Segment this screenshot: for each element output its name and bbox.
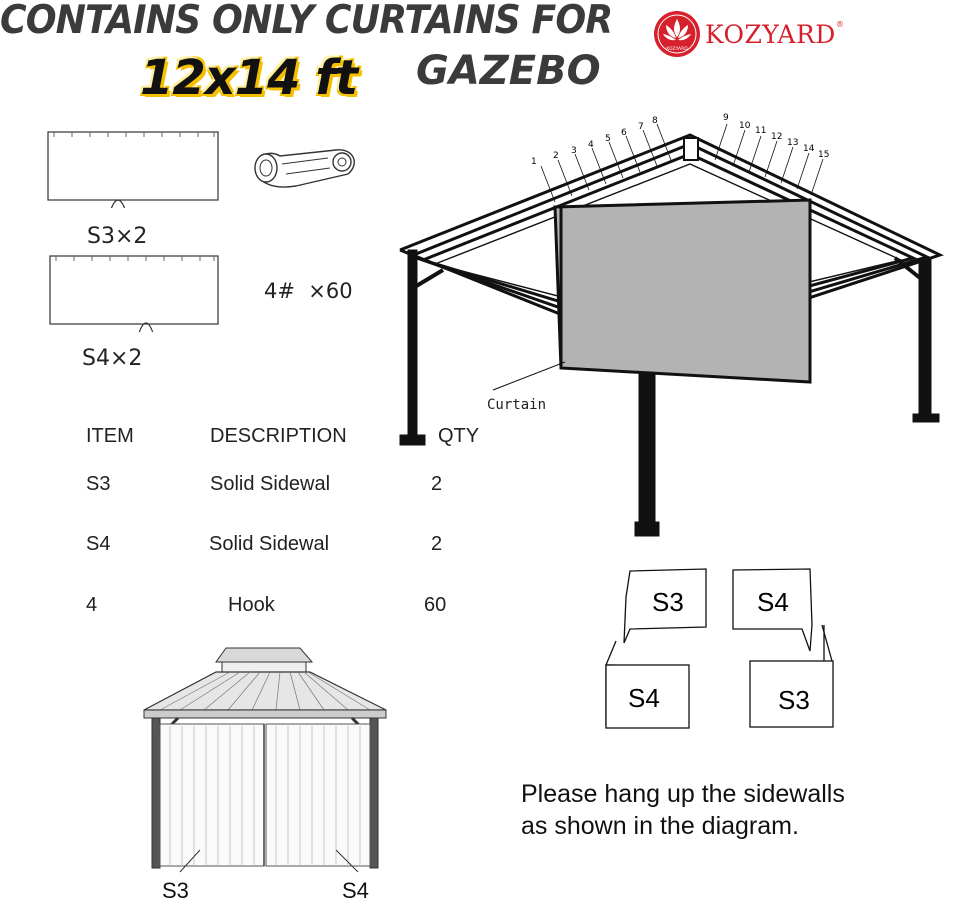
table-row-description: Solid Sidewal bbox=[209, 533, 330, 555]
table-header-description: DESCRIPTION bbox=[210, 425, 347, 447]
diagram-number: 13 bbox=[787, 138, 799, 148]
lotus-logo-icon bbox=[653, 10, 701, 58]
diagram-number: 12 bbox=[771, 132, 783, 142]
table-row-item: 4 bbox=[86, 594, 98, 616]
diagram-number: 14 bbox=[803, 144, 815, 154]
table-header-qty: QTY bbox=[438, 425, 480, 447]
layout-box-label: S3 bbox=[652, 587, 684, 617]
sidewall-layout-diagram bbox=[600, 565, 840, 735]
layout-box-label: S4 bbox=[757, 587, 789, 617]
table-row-qty: 2 bbox=[431, 533, 443, 555]
table-row-qty: 60 bbox=[424, 594, 447, 616]
diagram-number: 1 bbox=[531, 157, 537, 167]
hook-qty-label: 4# ×60 bbox=[264, 279, 353, 303]
headline-gazebo: GAZEBO bbox=[416, 48, 601, 94]
table-header-item: ITEM bbox=[86, 425, 134, 447]
curtain-label: Curtain bbox=[487, 397, 547, 413]
table-row-description: Solid Sidewal bbox=[210, 473, 331, 495]
diagram-number: 9 bbox=[723, 113, 729, 123]
table-row-item: S3 bbox=[86, 473, 111, 495]
diagram-number: 15 bbox=[818, 150, 830, 160]
diagram-number: 2 bbox=[553, 151, 559, 161]
layout-box-label: S4 bbox=[628, 683, 660, 713]
diagram-number: 5 bbox=[605, 134, 611, 144]
headline: CONTAINS ONLY CURTAINS FOR bbox=[0, 0, 613, 43]
size-badge: 12x14 ft bbox=[140, 50, 358, 106]
gazebo-frame-diagram bbox=[395, 110, 954, 550]
instruction-line2: as shown in the diagram. bbox=[521, 812, 799, 840]
gazebo-curtain-illustration bbox=[140, 640, 396, 875]
brand-name: KOZYARD® bbox=[705, 19, 845, 49]
logo-text: KOZYARD bbox=[666, 47, 688, 52]
s3-panel-icon bbox=[44, 128, 224, 208]
table-row-description: Hook bbox=[228, 594, 275, 616]
s4-qty-label: S4×2 bbox=[82, 346, 143, 371]
diagram-number: 7 bbox=[638, 122, 644, 132]
diagram-number: 4 bbox=[588, 140, 594, 150]
s3-qty-label: S3×2 bbox=[87, 224, 148, 249]
table-row-item: S4 bbox=[86, 533, 111, 555]
diagram-number: 11 bbox=[755, 126, 767, 136]
s4-panel-icon bbox=[46, 252, 226, 332]
table-row-qty: 2 bbox=[431, 473, 443, 495]
diagram-number: 3 bbox=[571, 146, 577, 156]
hook-icon bbox=[236, 140, 364, 196]
diagram-number: 8 bbox=[652, 116, 658, 126]
gazebo-label-s4: S4 bbox=[342, 878, 369, 903]
diagram-number: 10 bbox=[739, 121, 751, 131]
brand-logo bbox=[653, 10, 844, 58]
gazebo-label-s3: S3 bbox=[162, 878, 189, 903]
instruction-text bbox=[521, 778, 845, 842]
diagram-number: 6 bbox=[621, 128, 627, 138]
instruction-line1: Please hang up the sidewalls bbox=[521, 780, 845, 808]
layout-box-label: S3 bbox=[778, 685, 810, 715]
